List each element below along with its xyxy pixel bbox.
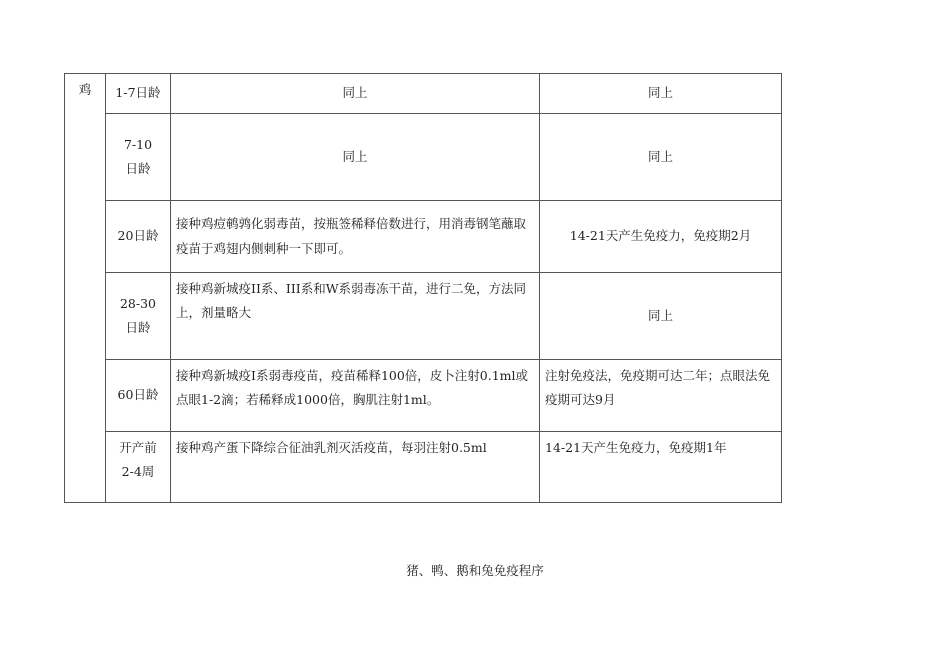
age-cell: 20日龄 (106, 201, 171, 273)
method-cell: 同上 (171, 114, 540, 201)
table-row (65, 432, 782, 503)
effect-cell: 14-21天产生免疫力，免疫期2月 (540, 201, 782, 273)
age-line: 开产前 (119, 440, 157, 455)
table-row (65, 201, 782, 273)
method-cell: 同上 (171, 74, 540, 114)
method-cell: 接种鸡新城疫I系弱毒疫苗，疫苗稀释100倍，皮卜注射0.1ml或点眼1-2滴；若稀释成1000倍，胸肌注射1ml。 (171, 360, 540, 432)
section-caption: 猪、鸭、鹅和兔免疫程序 (406, 563, 544, 578)
age-line: 7-10 (123, 136, 153, 152)
age-line: 日龄 (125, 320, 151, 335)
effect-cell: 同上 (540, 74, 782, 114)
age-cell: 60日龄 (106, 360, 171, 432)
effect-cell: 注射免疫法，免疫期可达二年；点眼法免疫期可达9月 (540, 360, 782, 432)
table-row (65, 114, 782, 201)
effect-cell: 同上 (540, 114, 782, 201)
age-cell (106, 114, 171, 201)
method-cell: 接种鸡痘鹌鹑化弱毒苗，按瓶签稀释倍数进行，用消毒钢笔蘸取疫苗于鸡翅内侧刺种一下即可。 (171, 201, 540, 273)
table-row (65, 273, 782, 360)
animal-cell: 鸡 (65, 74, 106, 503)
age-cell (106, 273, 171, 360)
method-cell: 接种鸡新城疫II系、III系和W系弱毒冻干苗，进行二免，方法同上，剂量略大 (171, 273, 540, 360)
table-row (65, 74, 782, 114)
age-cell (106, 432, 171, 503)
table-row (65, 360, 782, 432)
age-cell: 1-7日龄 (106, 74, 171, 114)
effect-cell: 14-21天产生免疫力，免疫期1年 (540, 432, 782, 503)
age-line: 28-30 (119, 295, 157, 311)
age-line: 2-4周 (121, 464, 155, 480)
method-cell: 接种鸡产蛋下降综合征油乳剂灭活疫苗，每羽注射0.5ml (171, 432, 540, 503)
vaccination-table (64, 73, 782, 503)
age-line: 日龄 (125, 161, 151, 176)
effect-cell: 同上 (540, 273, 782, 360)
